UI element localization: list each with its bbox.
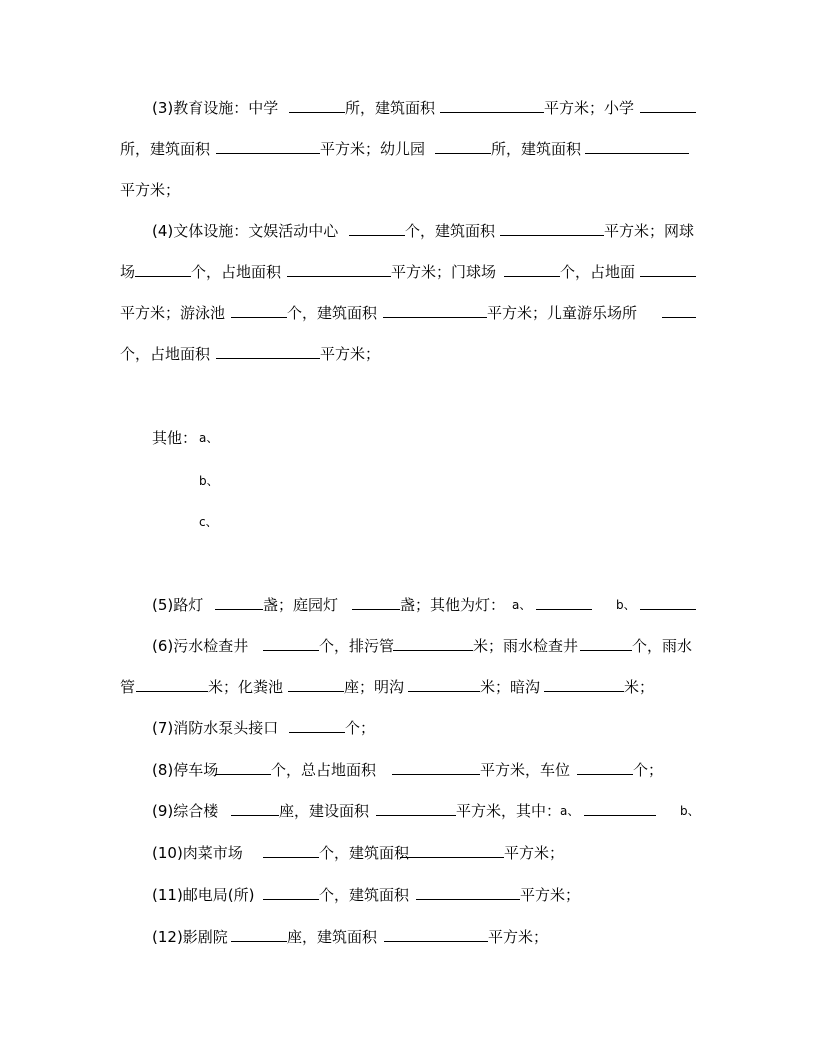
- text: a、: [560, 804, 580, 818]
- text: 座，建设面积: [279, 802, 370, 820]
- text: 平方米；网球: [604, 222, 695, 240]
- text: 米；化粪池: [208, 678, 284, 696]
- blank-field[interactable]: [349, 219, 405, 236]
- blank-field[interactable]: [263, 841, 319, 858]
- post-office-line: [0, 883, 816, 907]
- blank-field[interactable]: [577, 758, 633, 775]
- text: 平方米；: [488, 928, 549, 946]
- text: 座；明沟: [344, 678, 405, 696]
- text: a、: [512, 598, 532, 612]
- text: 平方米；: [504, 844, 565, 862]
- blank-field[interactable]: [392, 758, 480, 775]
- blank-field[interactable]: [231, 301, 287, 318]
- text: 所，建筑面积: [491, 140, 582, 158]
- blank-field[interactable]: [215, 593, 263, 610]
- text: (3)教育设施：中学: [152, 99, 279, 117]
- text: b、: [616, 598, 636, 612]
- text: (12)影剧院: [152, 928, 228, 946]
- theater-line: [0, 925, 816, 949]
- blank-field[interactable]: [408, 675, 480, 692]
- blank-field[interactable]: [263, 883, 319, 900]
- text: 个，占地面积: [191, 263, 282, 281]
- blank-field[interactable]: [352, 593, 400, 610]
- text: 个，占地面积: [120, 345, 211, 363]
- text: (6)污水检查井: [152, 637, 249, 655]
- text: 个，占地面: [560, 263, 636, 281]
- text: 座，建筑面积: [287, 928, 378, 946]
- other-line-a: [0, 426, 816, 450]
- blank-field[interactable]: [500, 219, 604, 236]
- text: 盏；庭园灯: [263, 596, 339, 614]
- blank-field[interactable]: [289, 716, 345, 733]
- other-item-a: a、: [199, 431, 219, 445]
- text: (10)肉菜市场: [152, 844, 243, 862]
- text: 管: [120, 678, 136, 696]
- text: 个，建筑面积: [287, 304, 378, 322]
- education-line-1: [0, 96, 816, 120]
- text: (9)综合楼: [152, 802, 219, 820]
- culture-sports-line-2: [0, 260, 816, 284]
- text: 场: [120, 263, 136, 281]
- drainage-line-1: [0, 634, 816, 658]
- text: 平方米；: [320, 345, 381, 363]
- blank-field[interactable]: [288, 675, 344, 692]
- other-line-b: [0, 469, 816, 493]
- complex-building-line: [0, 799, 816, 823]
- text: 所，建筑面积: [120, 140, 211, 158]
- text: (5)路灯: [152, 596, 204, 614]
- blank-field[interactable]: [287, 260, 391, 277]
- blank-field[interactable]: [135, 260, 191, 277]
- blank-field[interactable]: [376, 799, 456, 816]
- blank-field[interactable]: [640, 260, 696, 277]
- education-line-2: [0, 137, 816, 161]
- blank-field[interactable]: [504, 260, 560, 277]
- blank-field[interactable]: [640, 593, 696, 610]
- blank-field[interactable]: [536, 593, 592, 610]
- blank-field[interactable]: [580, 634, 632, 651]
- other-label: 其他：: [152, 429, 198, 447]
- blank-field[interactable]: [640, 96, 696, 113]
- blank-field[interactable]: [662, 301, 696, 318]
- text: (7)消防水泵头接口: [152, 719, 279, 737]
- education-line-3: [0, 178, 816, 202]
- culture-sports-line-3: [0, 301, 816, 325]
- blank-field[interactable]: [393, 634, 473, 651]
- text: 个，建筑面积: [405, 222, 496, 240]
- text: 平方米，其中：: [456, 802, 562, 820]
- text: 平方米；游泳池: [120, 304, 226, 322]
- text: 个，排污管: [319, 637, 395, 655]
- blank-field[interactable]: [231, 925, 287, 942]
- blank-field[interactable]: [544, 675, 624, 692]
- text: 平方米；儿童游乐场所: [487, 304, 638, 322]
- text: 个，建筑面积: [319, 886, 410, 904]
- blank-field[interactable]: [400, 841, 504, 858]
- text: (8)停车场: [152, 761, 219, 779]
- text: 个，总占地面积: [271, 761, 377, 779]
- text: 个，建筑面积: [319, 844, 410, 862]
- text: b、: [680, 804, 700, 818]
- text: 平方米；: [120, 181, 181, 199]
- text: 平方米；: [520, 886, 581, 904]
- blank-field[interactable]: [289, 96, 345, 113]
- blank-field[interactable]: [440, 96, 544, 113]
- blank-field[interactable]: [216, 342, 320, 359]
- blank-field[interactable]: [263, 634, 319, 651]
- culture-sports-line-4: [0, 342, 816, 366]
- text: 米；暗沟: [480, 678, 541, 696]
- text: 个；: [633, 761, 664, 779]
- text: 平方米；门球场: [391, 263, 497, 281]
- drainage-line-2: [0, 675, 816, 699]
- fire-pump-line: [0, 716, 816, 740]
- blank-field[interactable]: [384, 925, 488, 942]
- blank-field[interactable]: [416, 883, 520, 900]
- other-line-c: [0, 510, 816, 534]
- market-line: [0, 841, 816, 865]
- blank-field[interactable]: [136, 675, 208, 692]
- text: 个，雨水: [632, 637, 693, 655]
- street-light-line: [0, 593, 816, 617]
- blank-field[interactable]: [215, 758, 271, 775]
- blank-field[interactable]: [585, 137, 689, 154]
- text: 米；: [624, 678, 655, 696]
- blank-field[interactable]: [216, 137, 320, 154]
- text: (11)邮电局(所): [152, 886, 255, 904]
- culture-sports-line-1: [0, 219, 816, 243]
- blank-field[interactable]: [584, 799, 656, 816]
- text: (4)文体设施：文娱活动中心: [152, 222, 339, 240]
- other-item-c: c、: [199, 515, 218, 529]
- blank-field[interactable]: [231, 799, 279, 816]
- text: 米；雨水检查井: [473, 637, 579, 655]
- text: 盏；其他为灯：: [400, 596, 506, 614]
- blank-field[interactable]: [435, 137, 491, 154]
- text: 个；: [345, 719, 376, 737]
- text: 所，建筑面积: [345, 99, 436, 117]
- text: 平方米，车位: [480, 761, 571, 779]
- parking-line: [0, 758, 816, 782]
- text: 平方米；幼儿园: [320, 140, 426, 158]
- text: 平方米；小学: [544, 99, 635, 117]
- blank-field[interactable]: [383, 301, 487, 318]
- other-item-b: b、: [199, 474, 219, 488]
